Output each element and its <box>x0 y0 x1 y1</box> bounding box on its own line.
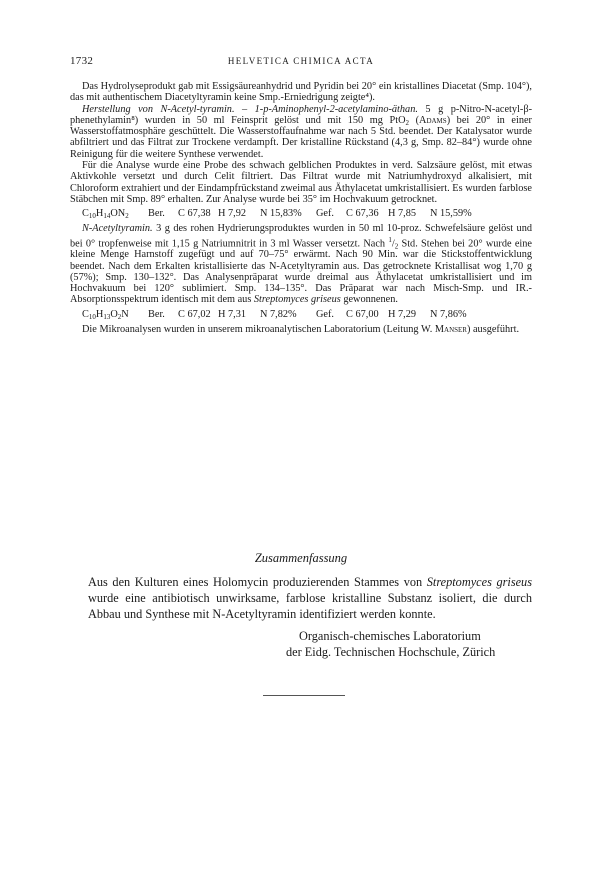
analysis-formula-2 <box>82 309 532 321</box>
calculated-h: H 7,92 <box>218 208 247 220</box>
summary-text: Aus den Kulturen eines Holomycin produzierenden Stammes von Streptomyces griseus wurde eine antibiotisch unwirksame, farblose kristalline Substanz isoliert, die durch Abbau und Synthese mit N-Acetyltyramin identifiziert werden konnte. <box>88 575 532 621</box>
species-name: Streptomyces griseus <box>426 575 532 589</box>
species-name: Streptomyces griseus <box>253 294 341 306</box>
fraction-numerator: 1 <box>388 235 392 244</box>
found-h: H 7,29 <box>388 308 417 320</box>
paragraph-acetyltyramin: N-Acetyltyramin. 3 g des rohen Hydrierungsproduktes wurden in 50 ml 10-proz. Schwefelsäure gelöst und bei 0° tropfenweise mit 1,15 g Natriumnitrit in 3 ml Wasser versetzt. Nach $^1/_2$ Std. Stehen bei 20° wurde eine kleine Menge Harnstoff zugefügt und auf 70–75° erwärmt. Nach 90 Min. war die Stickstoffentwicklung beendet. Nach dem Erkalten kristallisierte das N-Acetyltyramin aus. Das getrocknete Kristallisat wog 1,70 g (57%); Smp. 130–132°. Das Analysenpräparat wurde dreimal aus Äthylacetat umkristallisiert und im Hochvakuum bei 120° sublimiert. Smp. 134–135°. Das Präparat war nach Misch-Smp. und IR.-Absorptionsspektrum identisch mit dem aus Streptomyces griseus gewonnenen. <box>70 223 532 306</box>
calculated-c: C 67,02 <box>178 308 211 320</box>
calculated-n: N 7,82% <box>260 308 297 320</box>
found-n: N 7,86% <box>430 308 467 320</box>
journal-title: HELVETICA CHIMICA ACTA <box>227 56 375 66</box>
found-c: C 67,00 <box>346 308 379 320</box>
paragraph-analysis: Für die Analyse wurde eine Probe des schwach gelblichen Produktes in verd. Salzsäure gelöst, mit etwas Aktivkohle versetzt und durch Celit filtriert. Das Filtrat wurde mit Natriumhydroxyd alkalisiert, mit Chloroform extrahiert und der Eindampfrückstand zweimal aus Äthylacetat umkristallisiert. Es wurden farblose Stäbchen mit Smp. 89° erhalten. Zur Analyse wurde bei 35° im Hochvakuum getrocknet. <box>70 160 532 205</box>
paragraph-hydrolysis: Das Hydrolyseprodukt gab mit Essigsäureanhydrid und Pyridin bei 20° ein kristallines Diacetat (Smp. 104°), das mit authentischem Diacetyltyramin keine Smp.-Erniedrigung zeigte⁴). <box>70 81 532 104</box>
calculated-label: Ber. <box>148 308 165 320</box>
text-segment: gewonnenen. <box>340 294 398 306</box>
calculated-n: N 15,83% <box>260 208 302 220</box>
text-segment: 5 g p-Nitro-N-acetyl-β-phenethylamin⁸) wurden in 50 ml Feinsprit gelöst und mit 150 mg PtO <box>70 103 532 126</box>
text-segment: 3 g des rohen Hydrierungsproduktes wurden in 50 ml 10-proz. Schwefelsäure gelöst und bei 0° tropfenweise mit 1,15 g Natriumnitrit in 3 ml Wasser versetzt. Nach <box>70 223 532 249</box>
section-title-herstellung: Herstellung von N-Acetyl-tyramin. – 1-p-Aminophenyl-2-acetylamino-äthan. <box>82 103 418 115</box>
subscript: 2 <box>405 118 410 127</box>
found-label: Gef. <box>316 308 335 320</box>
affiliation-line-1: Organisch-chemisches Laboratorium <box>299 629 481 643</box>
paragraph-microanalysis: Die Mikroanalysen wurden in unserem mikroanalytischen Laboratorium (Leitung W. Manser) ausgeführt. <box>82 323 520 335</box>
author-name-manser: Manser <box>434 323 467 335</box>
molecular-formula: $C_{10}H_{13}O_2N$ <box>82 308 129 321</box>
calculated-h: H 7,31 <box>218 308 247 320</box>
text-segment: 20° in einer Wasserstoffatmosphäre geschüttelt. Die Wasserstoffaufnahme war nach 5 Std. beendet. Der Katalysator wurde abfiltriert und das Filtrat zur Trockene verdampft. Der kristalline Rückstand (4,3 g, Smp. 82–84°) wurde ohne Reinigung für die weitere Synthese verwendet. <box>70 114 532 160</box>
page-number: 1732 <box>70 55 94 67</box>
found-n: N 15,59% <box>430 208 472 220</box>
affiliation-line-2: der Eidg. Technischen Hochschule, Zürich <box>286 644 496 659</box>
calculated-c: C 67,38 <box>178 208 211 220</box>
analysis-formula-1 <box>82 208 532 220</box>
text-segment: Std. Stehen bei 20° wurde eine kleine Menge Harnstoff zugefügt und auf 70–75° erwärmt. Nach 90 Min. war die Stickstoffentwicklung beendet. Nach dem Erkalten kristallisierte das N-Acetyltyramin aus. Das getrocknete Kristallisat wog 1,70 g (57%); Smp. 130–132°. Das Analysenpräparat wurde dreimal aus Äthylacetat umkristallisiert und im Hochvakuum bei 120° sublimiert. Smp. 134–135°. Das Präparat war nach Misch-Smp. und IR.-Absorptionsspektrum identisch mit dem aus <box>70 237 532 306</box>
found-h: H 7,85 <box>388 208 417 220</box>
summary-heading: Zusammenfassung <box>254 551 348 565</box>
author-name-adams: Adams <box>419 114 447 126</box>
found-label: Gef. <box>316 208 335 220</box>
end-rule <box>263 695 345 696</box>
fraction-denominator: 2 <box>394 241 399 250</box>
page-header <box>70 55 532 69</box>
article-body <box>70 81 532 335</box>
molecular-formula: $C_{10}H_{14}ON_2$ <box>82 208 129 221</box>
section-title-acetyltyramin: N-Acetyltyramin. <box>82 223 153 235</box>
found-c: C 67,36 <box>346 208 379 220</box>
affiliation <box>286 629 536 661</box>
paragraph-synthesis-aminophenyl: Herstellung von N-Acetyl-tyramin. – 1-p-Aminophenyl-2-acetylamino-äthan. 5 g p-Nitro-N-acetyl-β-phenethylamin⁸) wurden in 50 ml Feinsprit gelöst und mit 150 mg PtO$_2$ (Adams) bei 20° in einer Wasserstoffatmosphäre geschüttelt. Die Wasserstoffaufnahme war nach 5 Std. beendet. Der Katalysator wurde abfiltriert und das Filtrat zur Trockene verdampft. Der kristalline Rückstand (4,3 g, Smp. 82–84°) wurde ohne Reinigung für die weitere Synthese verwendet. <box>70 103 532 160</box>
calculated-label: Ber. <box>148 208 165 220</box>
